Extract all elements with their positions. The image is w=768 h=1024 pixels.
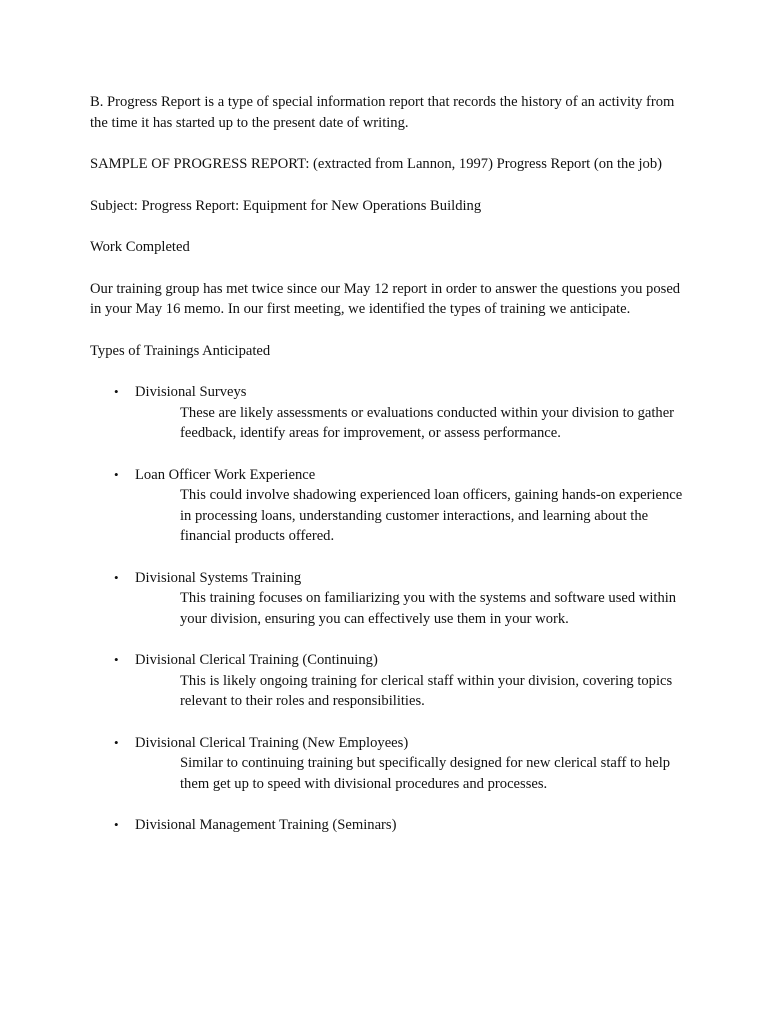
training-title: Divisional Surveys	[135, 384, 247, 400]
list-item	[90, 568, 690, 630]
training-description: This training focuses on familiarizing you with the systems and software used within your division, ensuring you can effectively use them in your work.	[180, 590, 677, 627]
bullet-icon: •	[114, 569, 119, 585]
sample-heading: SAMPLE OF PROGRESS REPORT: (extracted from Lannon, 1997) Progress Report (on the job)	[90, 156, 662, 172]
list-item	[90, 465, 690, 547]
training-title: Divisional Clerical Training (Continuing)	[135, 652, 378, 668]
list-item	[90, 650, 690, 712]
bullet-icon: •	[114, 817, 119, 832]
bullet-icon: •	[114, 734, 119, 750]
training-title: Loan Officer Work Experience	[135, 466, 316, 483]
training-description: These are likely assessments or evaluations conducted within your division to gather feedback, identify areas for improvement, or assess performance.	[180, 404, 675, 441]
training-title: Divisional Management Training (Seminars)	[135, 817, 397, 833]
training-title: Divisional Clerical Training (New Employees)	[135, 734, 409, 751]
training-description: This could involve shadowing experienced loan officers, gaining hands-on experience in processing loans, understanding customer interactions, and learning about the financial products offered.	[180, 487, 683, 544]
training-description: Similar to continuing training but specifically designed for new clerical staff to help them get up to speed with divisional procedures and processes.	[180, 755, 671, 792]
training-description: This is likely ongoing training for clerical staff within your division, covering topics relevant to their roles and responsibilities.	[180, 672, 673, 709]
list-item	[90, 733, 690, 795]
list-item	[90, 382, 690, 444]
list-item	[90, 815, 690, 836]
types-heading: Types of Trainings Anticipated	[90, 342, 271, 359]
bullet-icon: •	[114, 384, 119, 399]
bullet-icon: •	[114, 466, 119, 482]
training-title: Divisional Systems Training	[135, 569, 302, 586]
subject-line: Subject: Progress Report: Equipment for New Operations Building	[90, 197, 482, 214]
document-body	[90, 92, 690, 857]
intro-paragraph: B. Progress Report is a type of special information report that records the history of an activity from the time it has started up to the present date of writing.	[90, 94, 675, 131]
work-completed-paragraph: Our training group has met twice since our May 12 report in order to answer the questions you posed in your May 16 memo. In our first meeting, we identified the types of training we anticipate.	[90, 280, 681, 317]
trainings-list	[90, 382, 690, 836]
bullet-icon: •	[114, 652, 119, 667]
work-completed-heading: Work Completed	[90, 239, 190, 255]
